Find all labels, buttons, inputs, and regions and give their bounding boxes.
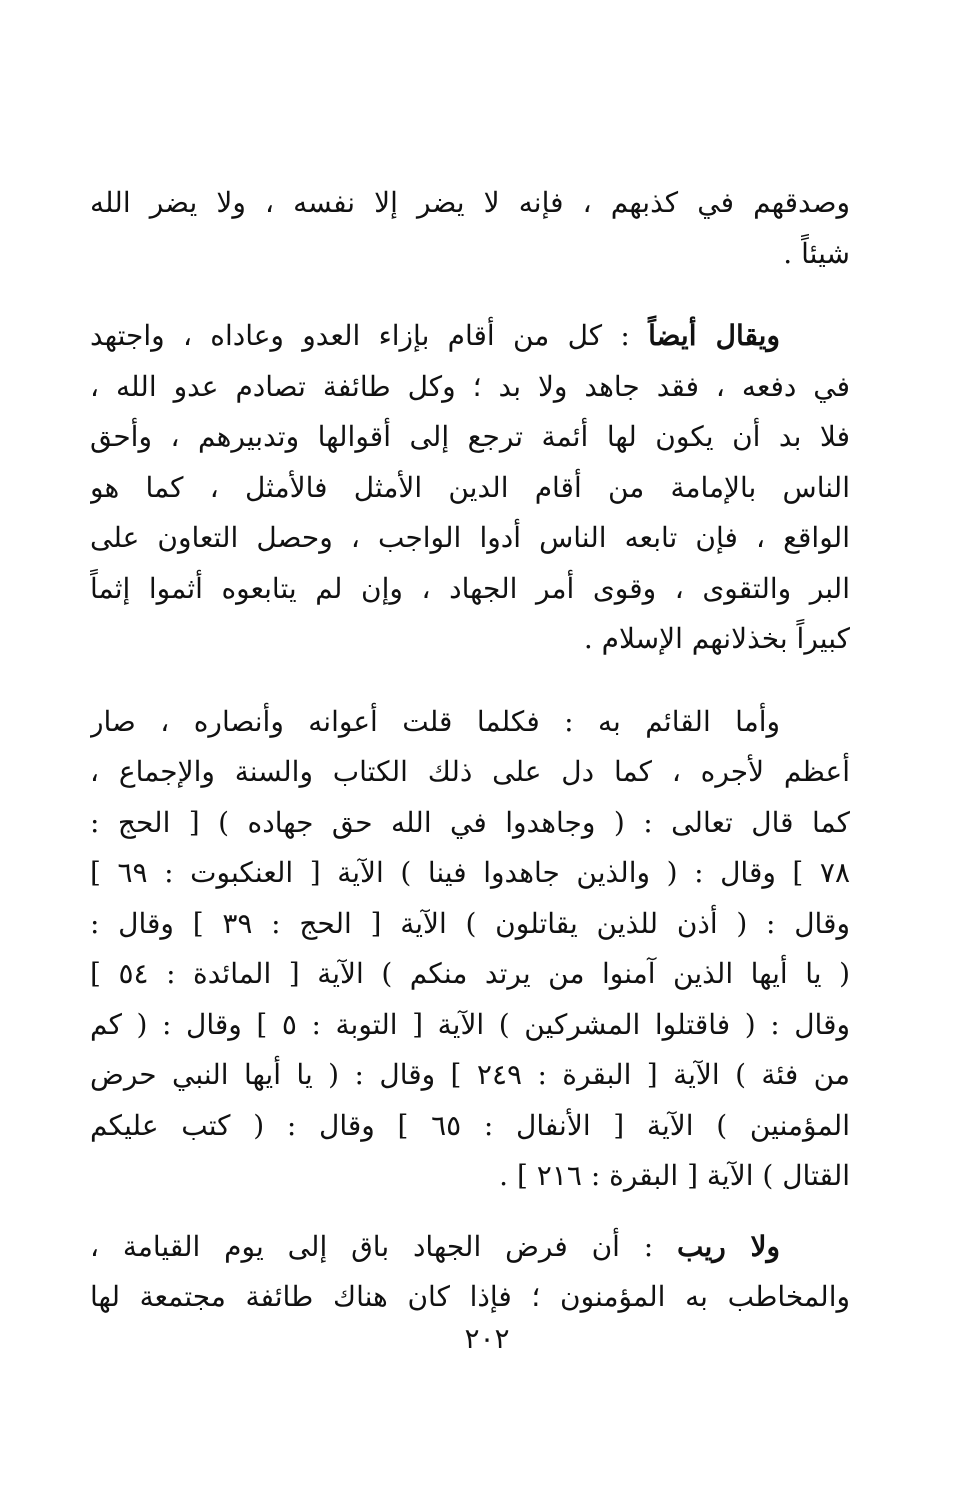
text-line: وأما القائم به : فكلما قلت أعوانه وأنصاره ، صار (90, 704, 780, 738)
text-line: وقال : ( أذن للذين يقاتلون ) الآية [ الحج : ٣٩ ] وقال : (90, 906, 850, 940)
text-line: الواقع ، فإن تابعه الناس أدوا الواجب ، وحصل التعاون على (90, 521, 850, 554)
paragraph-lead-word: ولا ريب (677, 1229, 780, 1263)
text-line: فلا بد أن يكون لها أئمة ترجع إلى أقوالها وتدبيرهم ، وأحق (90, 420, 850, 453)
text-line: ( يا أيها الذين آمنوا من يرتد منكم ) الآية [ المائدة : ٥٤ ] (90, 957, 850, 990)
paragraph-2 (90, 311, 850, 665)
text-line: شيئاً . (783, 236, 850, 270)
text-line: والمخاطب به المؤمنون ؛ فإذا كان هناك طائفة مجتمعة لها (90, 1280, 850, 1313)
paragraph-3 (90, 697, 850, 1202)
paragraph-4 (90, 1222, 850, 1323)
text-line: المؤمنين ) الآية [ الأنفال : ٦٥ ] وقال : ( كتب عليكم (90, 1108, 850, 1142)
text-line: البر والتقوى ، وقوى أمر الجهاد ، وإن لم يتابعوه أثموا إثماً (90, 571, 850, 605)
text-line: الناس بالإمامة من أقام الدين الأمثل فالأمثل ، كما هو (90, 470, 850, 504)
text-fragment: : أن فرض الجهاد باق إلى يوم القيامة ، (90, 1229, 678, 1263)
page-body (90, 178, 850, 1323)
text-line: وقال : ( فاقتلوا المشركين ) الآية [ التوبة : ٥ ] وقال : ( كم (90, 1007, 850, 1041)
text-fragment: : كل من أقام بإزاء العدو وعاداه ، واجتهد (90, 319, 649, 352)
text-line (90, 1222, 850, 1273)
text-line: وصدقهم في كذبهم ، فإنه لا يضر إلا نفسه ، ولا يضر الله (90, 186, 850, 219)
text-line: ٧٨ ] وقال : ( والذين جاهدوا فينا ) الآية [ العنكبوت : ٦٩ ] (90, 856, 850, 889)
text-line: أعظم لأجره ، كما دل على ذلك الكتاب والسنة والإجماع ، (90, 755, 850, 788)
text-line: من فئة ) الآية [ البقرة : ٢٤٩ ] وقال : ( يا أيها النبي حرض (90, 1058, 850, 1091)
paragraph-lead-word: ويقال أيضاً (648, 319, 780, 352)
page-number: ٢٠٢ (464, 1322, 510, 1355)
text-line (90, 311, 850, 362)
paragraph-1 (90, 178, 850, 279)
text-line: القتال ) الآية [ البقرة : ٢١٦ ] . (499, 1159, 850, 1192)
text-line: في دفعه ، فقد جاهد ولا بد ؛ وكل طائفة تصادم عدو الله ، (90, 369, 850, 403)
text-line: كبيراً بخذلانهم الإسلام . (583, 622, 850, 655)
text-line: كما قال تعالى : ( وجاهدوا في الله حق جهاده ) [ الحج : (90, 805, 850, 839)
